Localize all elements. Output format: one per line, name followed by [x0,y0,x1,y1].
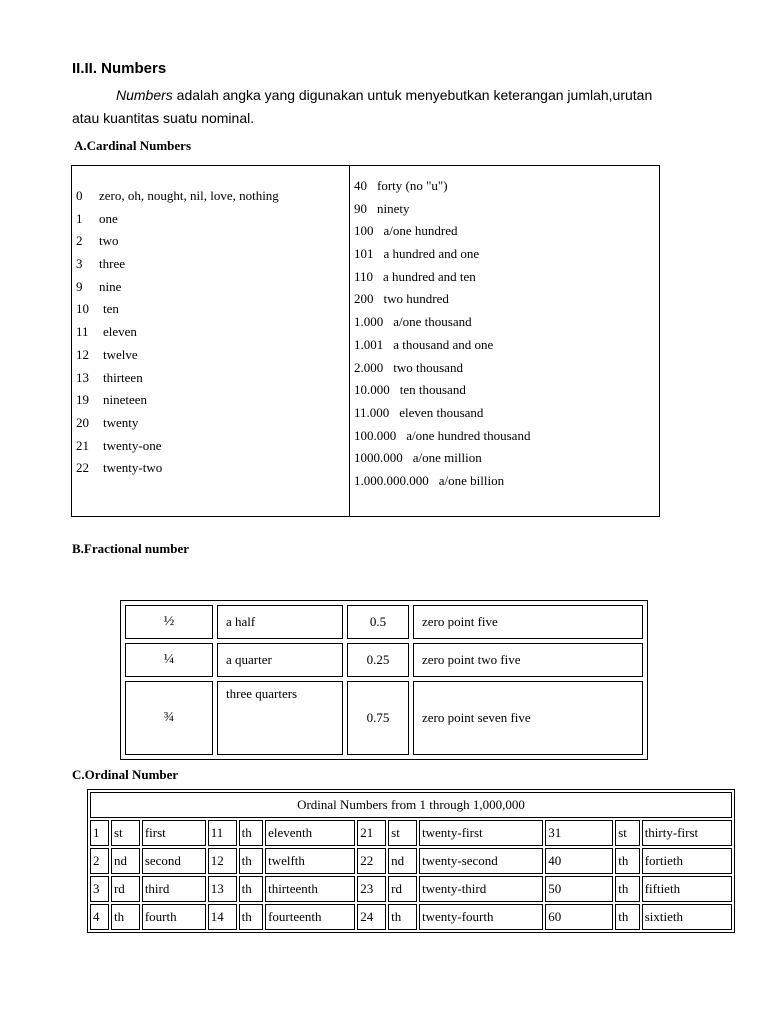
ordinal-suffix: rd [388,876,417,902]
cardinal-word: a/one hundred [383,223,458,239]
cardinal-number: 0 [76,188,83,203]
cardinal-table [71,165,660,517]
ordinal-suffix: th [111,904,140,930]
cardinal-number: 3 [76,256,83,272]
ordinal-suffix: th [615,848,639,874]
cardinal-left-column [76,185,279,480]
cardinal-number: 11 [76,324,89,340]
ordinal-number: 60 [545,904,613,930]
cardinal-word: ninety [377,200,410,216]
ordinal-suffix: th [388,904,417,930]
fraction-decimal: 0.75 [347,681,409,755]
intro-line-1 [72,84,712,107]
cardinal-number: 40 [354,178,367,193]
cardinal-number: 1.000 [354,314,384,330]
ordinal-number: 23 [357,876,386,902]
cardinal-divider [349,166,350,516]
cardinal-item [354,198,530,221]
cardinal-word: a/one million [412,450,482,466]
fraction-reading: zero point two five [413,643,643,677]
cardinal-item [76,230,279,253]
ordinal-title: C.Ordinal Number [72,767,179,782]
cardinal-item [354,288,530,311]
cardinal-item [354,334,530,357]
ordinal-word: fiftieth [642,876,732,902]
cardinal-word: two thousand [393,359,463,375]
cardinal-item [76,457,279,480]
cardinal-word: a thousand and one [393,336,494,352]
ordinal-number: 11 [208,820,237,846]
ordinal-suffix: nd [388,848,417,874]
cardinal-number: 100 [354,223,374,239]
cardinal-number: 9 [76,278,83,294]
ordinal-word: first [142,820,206,846]
cardinal-number: 110 [354,268,374,284]
cardinal-item [354,357,530,380]
cardinal-title: A.Cardinal Numbers [74,138,192,153]
ordinal-suffix: th [239,820,263,846]
ordinal-word: twenty-third [419,876,543,902]
cardinal-word: two [99,233,119,249]
cardinal-item [76,412,279,435]
cardinal-word: zero, oh, nought, nil, love, nothing [99,188,279,203]
ordinal-suffix: th [239,848,263,874]
fraction-symbol: ¼ [125,643,213,677]
cardinal-number: 1.001 [354,336,384,352]
ordinal-word: fourth [142,904,206,930]
ordinal-word: fortieth [642,848,732,874]
cardinal-word: nineteen [103,392,148,408]
cardinal-word: twenty-one [103,437,162,453]
ordinal-suffix: th [239,904,263,930]
intro-text: adalah angka yang digunakan untuk menyebutkan keterangan jumlah,urutan [172,87,653,103]
cardinal-word: a/one billion [438,472,505,488]
cardinal-number: 101 [354,246,374,262]
ordinal-number: 12 [208,848,237,874]
ordinal-word: fourteenth [265,904,355,930]
ordinal-number: 31 [545,820,613,846]
fraction-decimal: 0.5 [347,605,409,639]
cardinal-word: twenty [103,414,139,430]
cardinal-item [354,379,530,402]
ordinal-number: 40 [545,848,613,874]
cardinal-item [354,425,530,448]
cardinal-number: 19 [76,392,89,408]
cardinal-item [76,435,279,458]
cardinal-number: 11.000 [354,404,390,420]
cardinal-item [76,367,279,390]
ordinal-suffix: th [239,876,263,902]
ordinal-caption: Ordinal Numbers from 1 through 1,000,000 [90,792,732,818]
cardinal-word: forty (no "u") [377,178,448,193]
cardinal-word: a hundred and ten [383,268,476,284]
cardinal-item [354,175,530,198]
ordinal-row [90,904,732,930]
cardinal-number: 1000.000 [354,450,403,466]
fraction-name: a half [217,605,343,639]
cardinal-word: twelve [103,346,138,362]
cardinal-item [354,266,530,289]
ordinal-number: 4 [90,904,109,930]
cardinal-word: three [99,256,125,272]
ordinal-word: sixtieth [642,904,732,930]
cardinal-number: 1.000.000.000 [354,472,429,488]
ordinal-suffix: st [615,820,639,846]
ordinal-suffix: rd [111,876,140,902]
intro-line-2: atau kuantitas suatu nominal. [72,110,255,126]
fraction-row [125,643,643,677]
cardinal-item [354,447,530,470]
ordinal-word: twelfth [265,848,355,874]
cardinal-item [354,470,530,493]
fractional-title: B.Fractional number [72,541,189,556]
cardinal-word: a/one thousand [393,314,472,330]
cardinal-item [76,208,279,231]
ordinal-number: 24 [357,904,386,930]
cardinal-item [354,220,530,243]
cardinal-number: 13 [76,369,89,385]
ordinal-word: twenty-second [419,848,543,874]
ordinal-suffix: st [388,820,417,846]
fractional-table [120,600,648,760]
ordinal-number: 1 [90,820,109,846]
ordinal-row [90,820,732,846]
cardinal-right-column [354,175,530,493]
cardinal-item [76,344,279,367]
cardinal-item [354,311,530,334]
ordinal-number: 22 [357,848,386,874]
page-heading: II.II. Numbers [72,60,167,77]
fraction-row [125,681,643,755]
cardinal-number: 200 [354,291,374,307]
ordinal-number: 13 [208,876,237,902]
fraction-name: three quarters [217,681,343,755]
cardinal-number: 22 [76,460,89,476]
cardinal-item [354,243,530,266]
ordinal-suffix: th [615,876,639,902]
cardinal-word: one [99,210,118,226]
cardinal-item [76,185,279,208]
cardinal-number: 21 [76,437,89,453]
cardinal-word: a hundred and one [383,246,480,262]
ordinal-row [90,848,732,874]
cardinal-number: 10 [76,301,89,317]
ordinal-word: twenty-fourth [419,904,543,930]
fraction-row [125,605,643,639]
cardinal-item [76,389,279,412]
fraction-reading: zero point five [413,605,643,639]
cardinal-word: eleven thousand [399,404,484,420]
cardinal-number: 100.000 [354,427,397,443]
intro-italic-term: Numbers [116,87,173,103]
ordinal-suffix: nd [111,848,140,874]
ordinal-number: 14 [208,904,237,930]
fraction-symbol: ¾ [125,681,213,755]
fraction-symbol: ½ [125,605,213,639]
cardinal-item [76,321,279,344]
cardinal-number: 2.000 [354,359,384,375]
ordinal-number: 21 [357,820,386,846]
ordinal-row [90,876,732,902]
cardinal-number: 20 [76,414,89,430]
cardinal-item [76,276,279,299]
ordinal-caption-row [90,792,732,818]
cardinal-number: 10.000 [354,382,390,398]
cardinal-word: ten [103,301,119,317]
ordinal-suffix: th [615,904,639,930]
ordinal-number: 50 [545,876,613,902]
cardinal-item [76,298,279,321]
cardinal-number: 1 [76,210,83,226]
cardinal-word: eleven [103,324,137,340]
ordinal-word: thirty-first [642,820,732,846]
ordinal-word: third [142,876,206,902]
fraction-reading: zero point seven five [413,681,643,755]
cardinal-item [76,253,279,276]
ordinal-number: 2 [90,848,109,874]
fraction-decimal: 0.25 [347,643,409,677]
cardinal-word: thirteen [103,369,143,385]
ordinal-word: second [142,848,206,874]
cardinal-item [354,402,530,425]
cardinal-number: 2 [76,233,83,249]
ordinal-suffix: st [111,820,140,846]
cardinal-number: 90 [354,200,367,216]
cardinal-word: nine [99,278,122,294]
cardinal-word: a/one hundred thousand [406,427,531,443]
cardinal-word: two hundred [383,291,449,307]
ordinal-word: twenty-first [419,820,543,846]
cardinal-word: ten thousand [399,382,466,398]
cardinal-word: twenty-two [103,460,163,476]
ordinal-word: thirteenth [265,876,355,902]
fraction-name: a quarter [217,643,343,677]
ordinal-word: eleventh [265,820,355,846]
ordinal-table [87,789,735,933]
cardinal-number: 12 [76,346,89,362]
ordinal-number: 3 [90,876,109,902]
